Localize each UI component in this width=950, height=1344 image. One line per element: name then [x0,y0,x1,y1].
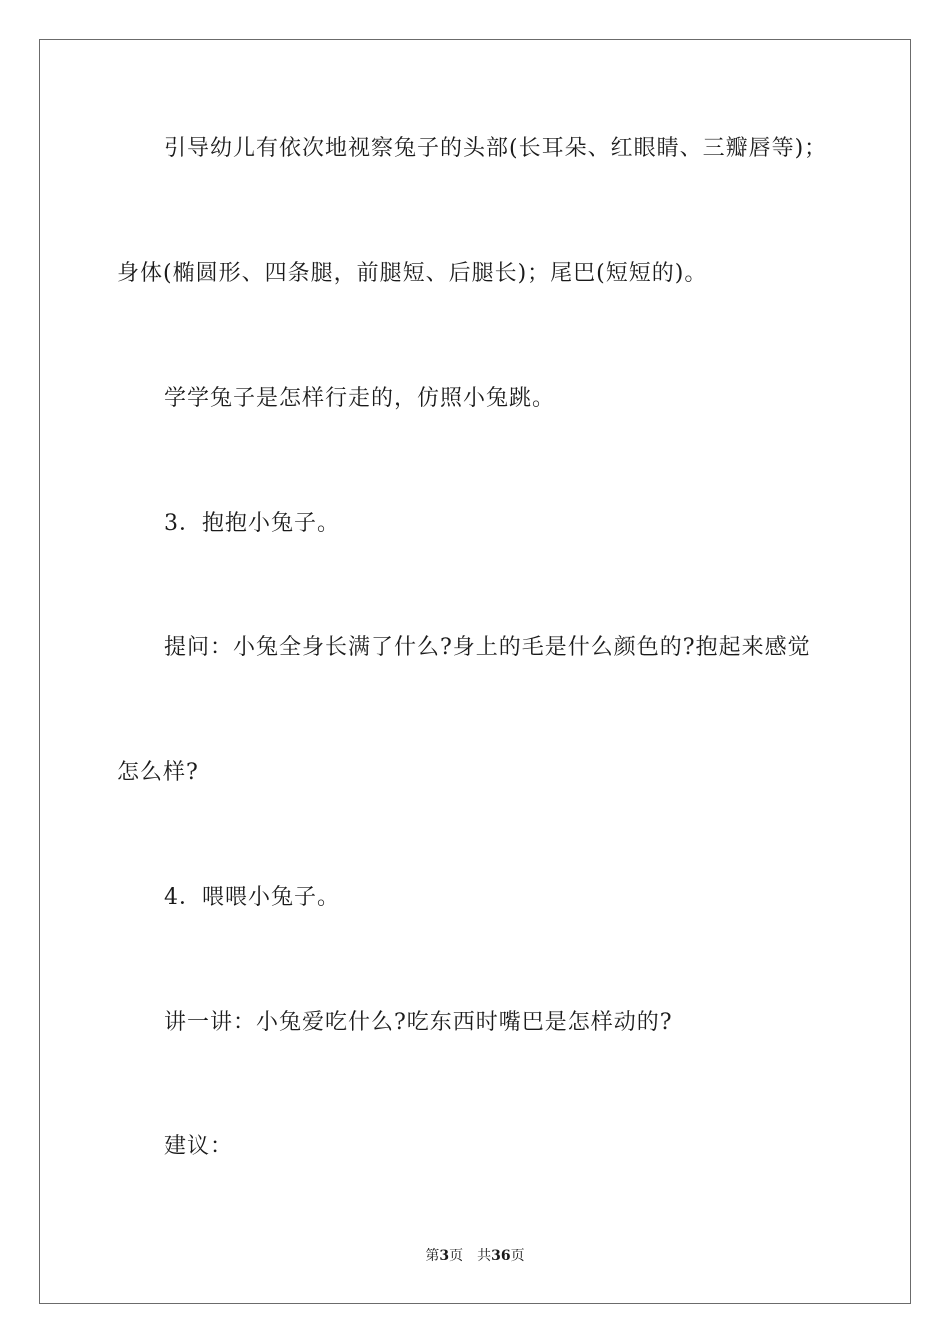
footer-page-prefix: 第 [425,1248,440,1264]
page-border [39,39,911,1304]
footer-page-number: 3 [439,1248,450,1264]
section-heading-3: 3．抱抱小兔子。 [164,511,340,536]
footer-page-suffix: 页 [449,1248,464,1264]
page-footer [0,1247,950,1265]
paragraph-line-6: 怎么样? [117,760,199,785]
paragraph-line-3: 学学兔子是怎样行走的，仿照小兔跳。 [164,386,556,411]
footer-total-prefix: 共 [477,1248,492,1264]
paragraph-line-1: 引导幼儿有依次地视察兔子的头部(长耳朵、红眼睛、三瓣唇等)； [164,136,828,161]
paragraph-line-2: 身体(椭圆形、四条腿，前腿短、后腿长)；尾巴(短短的)。 [117,261,708,286]
footer-total-pages: 36 [491,1248,511,1264]
section-heading-4: 4．喂喂小兔子。 [164,885,340,910]
paragraph-line-8: 讲一讲：小兔爱吃什么?吃东西时嘴巴是怎样动的? [164,1010,673,1035]
paragraph-line-5: 提问：小兔全身长满了什么?身上的毛是什么颜色的?抱起来感觉 [164,635,811,660]
footer-total-suffix: 页 [510,1248,525,1264]
paragraph-line-9: 建议： [164,1134,234,1159]
